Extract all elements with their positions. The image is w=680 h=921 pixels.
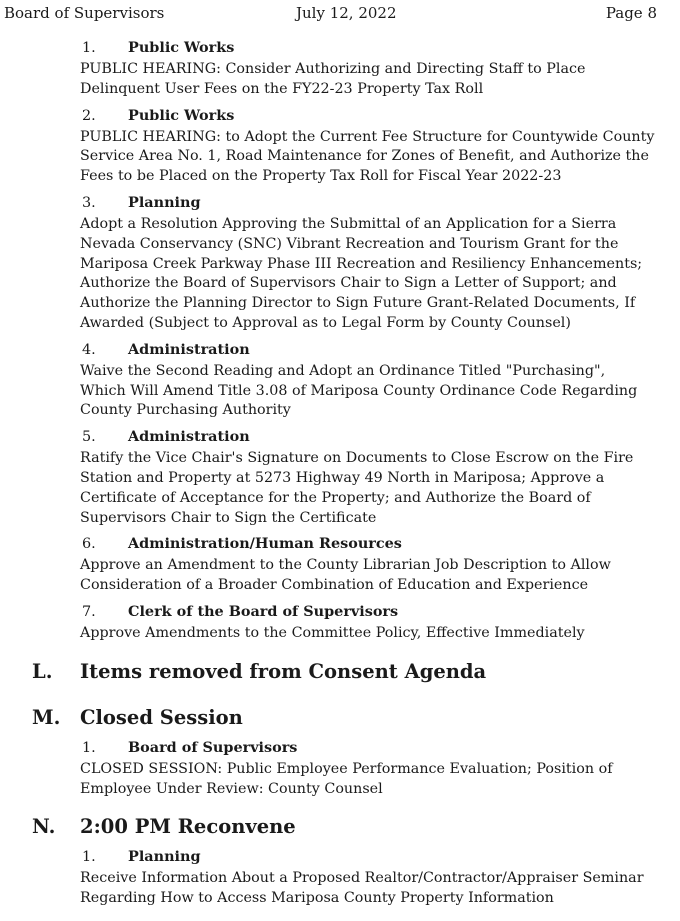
item-number: 3. xyxy=(82,194,96,211)
item-department: Planning xyxy=(128,193,201,211)
agenda-item xyxy=(80,191,655,334)
item-description: Receive Information About a Proposed Realtor/Contractor/Appraiser Seminar Regarding How to Access Mariposa County Property Information xyxy=(80,870,644,907)
agenda-item xyxy=(80,532,655,596)
item-department: Clerk of the Board of Supervisors xyxy=(128,602,399,620)
section-title: Closed Session xyxy=(80,705,243,729)
section-letter: M. xyxy=(32,705,61,729)
item-description: Ratify the Vice Chair's Signature on Documents to Close Escrow on the Fire Station and Property at 5273 Highway 49 North in Mariposa; Approve a Certificate of Acceptance for the Property; and Authorize the Board of Supervisors Chair to Sign the Certificate xyxy=(80,450,634,526)
item-description: PUBLIC HEARING: Consider Authorizing and Directing Staff to Place Delinquent User Fees on the FY22-23 Property Tax Roll xyxy=(80,61,586,97)
item-number: 4. xyxy=(82,341,96,358)
agenda-item xyxy=(80,600,655,644)
section-heading-n xyxy=(0,811,680,845)
item-department: Public Works xyxy=(128,39,235,56)
section-heading-l xyxy=(0,656,680,690)
item-description: PUBLIC HEARING: to Adopt the Current Fee Structure for Countywide County Service Area No. 1, Road Maintenance for Zones of Benefit, and Authorize the Fees to be Placed on the Property Tax Roll for Fiscal Year 2022-23 xyxy=(80,128,655,185)
item-number: 1. xyxy=(82,739,96,756)
agenda-item xyxy=(80,36,655,100)
agenda-item xyxy=(80,425,655,528)
item-department: Administration/Human Resources xyxy=(128,535,402,553)
item-number: 2. xyxy=(82,107,96,124)
page-header xyxy=(0,2,680,24)
item-department: Planning xyxy=(128,848,201,866)
section-letter: N. xyxy=(32,815,56,839)
section-title: Items removed from Consent Agenda xyxy=(80,659,487,683)
section-letter: L. xyxy=(32,659,53,683)
item-description: Waive the Second Reading and Adopt an Ordinance Titled "Purchasing", Which Will Amend Title 3.08 of Mariposa County Ordinance Code Regarding County Purchasing Authority xyxy=(80,362,638,419)
header-date: July 12, 2022 xyxy=(296,4,397,22)
item-number: 1. xyxy=(82,849,96,866)
item-department: Administration xyxy=(128,340,250,358)
item-description: Approve Amendments to the Committee Policy, Effective Immediately xyxy=(80,624,585,641)
item-department: Public Works xyxy=(128,106,235,124)
item-number: 6. xyxy=(82,536,96,553)
agenda-item xyxy=(80,736,655,800)
header-organization: Board of Supervisors xyxy=(4,4,165,22)
item-number: 5. xyxy=(82,429,96,446)
header-page-number: Page 8 xyxy=(605,4,657,22)
agenda-item xyxy=(80,104,655,187)
section-heading-m xyxy=(0,702,680,736)
agenda-content xyxy=(0,36,680,913)
item-number: 7. xyxy=(82,603,96,620)
item-number: 1. xyxy=(82,40,96,56)
item-description: CLOSED SESSION: Public Employee Performance Evaluation; Position of Employee Under Review: County Counsel xyxy=(80,760,613,797)
section-title: 2:00 PM Reconvene xyxy=(80,815,296,839)
item-description: Approve an Amendment to the County Librarian Job Description to Allow Consideration of a Broader Combination of Education and Experience xyxy=(80,557,611,594)
item-department: Board of Supervisors xyxy=(128,738,298,756)
agenda-item xyxy=(80,845,655,909)
agenda-item xyxy=(80,338,655,421)
item-department: Administration xyxy=(128,428,250,446)
item-description: Adopt a Resolution Approving the Submittal of an Application for a Sierra Nevada Conservancy (SNC) Vibrant Recreation and Tourism Grant for the Mariposa Creek Parkway Phase III Recreation and Resiliency Enhancements; Authorize the Board of Supervisors Chair to Sign a Letter of Support; and Authorize the Planning Director to Sign Future Grant-Related Documents, If Awarded (Subject to Approval as to Legal Form by County Counsel) xyxy=(80,215,643,331)
